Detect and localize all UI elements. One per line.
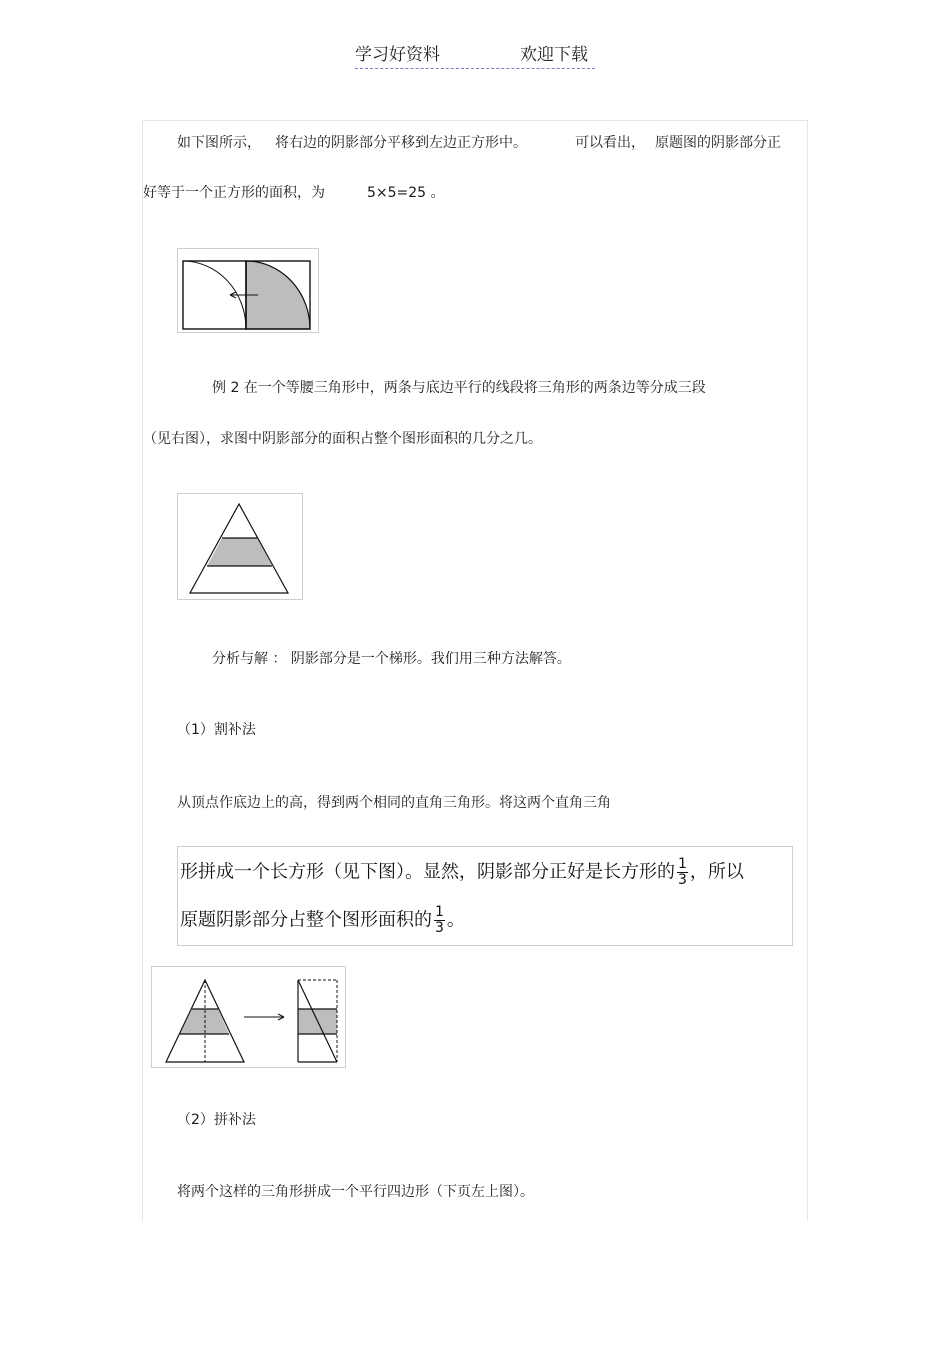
analysis-text: 分析与解 ： 阴影部分是一个梯形。我们用三种方法解答。 [212, 651, 571, 667]
p1-text-a: 如下图所示， [177, 135, 261, 151]
p1-text-b: 将右边的阴影部分平移到左边正方形中。 [275, 135, 527, 151]
boxed-line-2 [180, 905, 465, 936]
p1-text-c: 可以看出， [575, 135, 645, 151]
boxed-line2-b: 。 [446, 909, 465, 931]
method2-text: 将两个这样的三角形拼成一个平行四边形（下页左上图）。 [177, 1184, 534, 1200]
page-header [355, 40, 595, 69]
fraction-one-third-a [677, 857, 688, 888]
p2-text-b: （见右图），求图中阴影部分的面积占整个图形面积的几分之几。 [143, 431, 542, 447]
method1-title: （1）割补法 [177, 722, 256, 738]
figure-squares [177, 248, 319, 333]
figure-triangle-to-rectangle [151, 966, 346, 1068]
boxed-line1-b: ，所以 [689, 861, 744, 883]
p1-text-f: 5×5=25 。 [367, 185, 445, 201]
figure-transform-svg [152, 967, 345, 1067]
method1-boxed-text [177, 846, 793, 946]
frac-num: 1 [678, 856, 687, 872]
boxed-line-1 [180, 857, 744, 888]
p1-text-e: 好等于一个正方形的面积，为 [143, 185, 325, 201]
header-left-text: 学习好资料 [355, 45, 440, 65]
method1-text: 从顶点作底边上的高，得到两个相同的直角三角形。将这两个直角三角 [177, 795, 611, 811]
figure-squares-svg [178, 249, 318, 332]
frac-den: 3 [435, 920, 444, 936]
frac-num: 1 [435, 904, 444, 920]
boxed-line2-a: 原题阴影部分占整个图形面积的 [180, 909, 432, 931]
p1-text-d: 原题图的阴影部分正 [655, 135, 781, 151]
boxed-line1-a: 形拼成一个长方形（见下图）。显然，阴影部分正好是长方形的 [180, 861, 675, 883]
p2-text-a: 例 2 在一个等腰三角形中，两条与底边平行的线段将三角形的两条边等分成三段 [212, 380, 706, 396]
fraction-one-third-b [434, 905, 445, 936]
figure-triangle-svg [178, 494, 302, 599]
figure-triangle [177, 493, 303, 600]
header-right-text: 欢迎下载 [520, 45, 588, 65]
method2-title: （2）拼补法 [177, 1112, 256, 1128]
frac-den: 3 [678, 872, 687, 888]
